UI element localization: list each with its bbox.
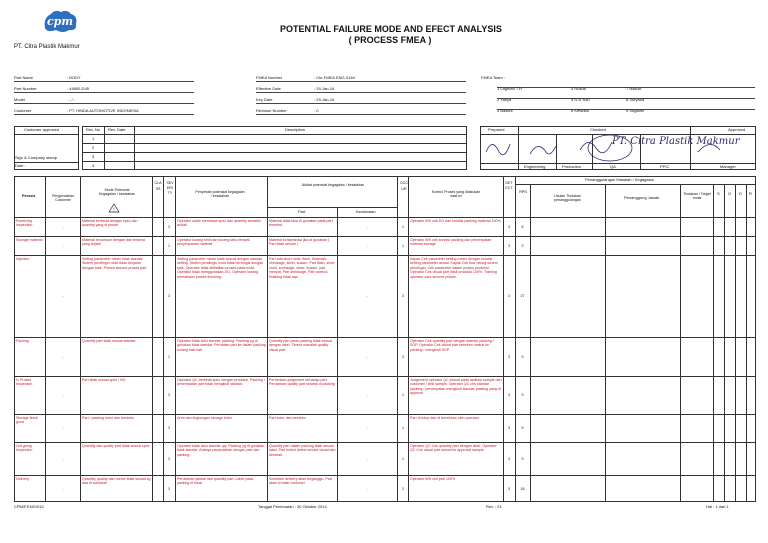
cell-sev: 1 [168,354,170,359]
rev-row: 3 [92,154,95,159]
col-usulan: Usulan Tindakan penanggulangan [554,194,581,203]
col-penanggulangan: Penanggulangan Masalah / Kegagalan [585,177,654,182]
cell-pengendalian: - [62,243,64,248]
cell-mode: Material tercampur dengan dan terkena yang terjadi [82,238,145,247]
cell-occ: 3 [402,294,404,298]
cell-occ: 1 [402,426,404,430]
cell-sev: 3 [168,294,170,298]
cell-akibat-part: Part ada short mold, flash, flowmark, shrinkage, silver, kusam. Part flash, short mold, shrinkage, silver, kusam, part menyat. Part shrinkage. Part overcut, finishing tidak rapi. [269,257,335,279]
cell-mode: Material berbeda dengan spec dan quantity yang di pesan [82,219,138,228]
col-penyebab: Penyebab potensial kegagalan / kesalahan [195,190,245,199]
col-penanggung: Penanggung Jawab [624,195,660,200]
role-ppic: PPIC [660,164,670,169]
role-qa: QA [610,164,616,169]
cell-proses: Packing [16,339,29,343]
col-result-s: S [717,191,720,196]
company-name: PT. Citra Plastik Makmur [14,44,80,50]
col-kontrol: Kontrol Proses yang dilakukan saat ini [431,190,481,199]
warning-triangle-icon [108,203,120,213]
col-mode: Mode Potensial Kegagalan / kesalahan [98,188,136,197]
cell-akibat-part: Quantity part pada packing tidak sesuai dengan label. Timbul masalah quality visual part. [269,339,332,352]
footer-page: Hal : 1 dari 1 [706,504,729,509]
cell-pengendalian: - [62,354,64,359]
cell-proses: Storage material [16,238,43,242]
cell-akibat-part: Perbedaan judgement terhadap part. Perubahan quality part selama di packing [269,378,335,387]
company-logo [41,8,79,34]
row-divider [14,236,756,237]
cell-det: 3 [508,243,510,248]
cell-kontrol: Operator Cek quantity part dengan standar packing / SOP. Operator Cek visual part sebelum masuk ke packing / mengikuti SOP. [410,339,494,352]
cell-kendaraan: - [366,426,368,430]
cell-proses: Receiving Inspection [16,219,33,228]
col-proses: Proses [22,193,36,198]
cell-sev: 1 [168,243,170,248]
cell-penyebab: Setting parameter mesin tidak sesuai dengan standar setting. Sistem pendingin mold tidak berfungsi dengan baik. Operator tidak dilibatkan proses pada mold. Operator tidak menggunakan JIG. Operator kurang memahami proses finishing. [177,257,264,279]
cell-pengendalian: - [62,426,64,430]
cell-penyebab: Operator tidak tahu standar qty. Packing yg di gunakan tidak standar. Adanya perpindahan dengan part dan packing. [177,444,265,457]
footer-doc-code: CPM/F.ENG/013 [14,504,44,509]
cell-penyebab: Area dan lingkungan storage kotor [177,416,232,420]
cell-akibat-part: Material tidak bisa di gunakan pada part tersebut. [269,219,333,228]
cell-pengendalian: - [62,486,64,491]
row-divider [14,337,756,338]
cell-kendaraan: - [366,294,368,298]
rev-row: 4 [92,163,95,168]
role-manager: Manager [720,164,736,169]
cell-pengendalian: - [62,393,64,397]
cell-penyebab: Operator kurang teliti dan kurang tahu tempat penyimpanan material [177,238,250,247]
row-divider [14,475,756,476]
cell-occ: 1 [402,224,404,229]
cell-sev: 3 [168,456,170,461]
cell-det: 3 [508,294,510,298]
cell-rpn: 9 [521,393,524,397]
cell-akibat-part: Schedule delivery akan terganggu. Part akan di tolak customer [269,477,332,486]
cell-occ: 1 [402,243,404,248]
cell-proses: Out going Inspection [16,444,33,453]
col-class: CLASS [154,181,162,191]
col-detect: DETECT [505,181,513,191]
cell-proses: Storage finish good [16,416,38,425]
cell-sev: 3 [168,486,170,491]
cell-occ: 1 [402,456,404,461]
row-divider [14,414,756,415]
logo-text: cpm [46,15,74,28]
col-pengendalian: Pengendalian Customer [52,194,74,203]
cell-kontrol: Part di tutup dan di bersihkan oleh operator. [410,416,480,420]
document-title: POTENTIAL FAILURE MODE AND EFECT ANALYSIS ( PROCESS FMEA ) [280,24,502,45]
prepared-label: Prepared [488,127,505,132]
cell-det: 3 [508,393,510,397]
cell-occ: 2 [402,486,404,491]
cell-rpn: 9 [521,426,524,430]
checked-label: Checked [590,127,606,132]
cell-penyebab: Operator QC berbeda spec dengan produksi. Packing / penempatan part tidak mengikuti standar. [177,378,265,387]
cell-rpn: 9 [521,354,524,359]
cell-kendaraan: - [366,486,368,491]
role-engineering: Engineering [524,164,546,169]
cell-rpn: 18 [520,486,525,491]
col-rpn: RPN [519,190,527,194]
big-signature: PT. Citra Plastik Makmur [612,136,740,147]
cell-mode: Quantity dan quality part tidak sesuai spec [82,444,150,448]
col-akibat-kendaraan: Kendaraan [356,209,376,214]
approved-label: Approved [728,127,746,132]
cell-kontrol: Judgement operator QC sesuai pada aplikasi sample dari customer / limit sample. Operator QC cek standar packing / penempatan mengikuti standar packing yang di approve. [410,378,502,396]
cell-penyebab: Perubahan jadwal dan quantity part. Label pada packing di tukar. [177,477,254,486]
cell-mode: Part / packing kotor dan berdebu [82,416,135,420]
footer-rev: Rev. : 01 [486,504,502,509]
cell-penyebab: Operator tidak tahu standar packing. Packing yg di gunakan tidak standar. Perhatian part ke dalam packing kurang hati-hati. [177,339,266,352]
row-divider [14,376,756,377]
col-akibat-part: Part [298,209,306,214]
cell-sev: 3 [168,224,170,229]
col-result-o: O [728,191,732,196]
cell-proses: In Proses Inspection [16,378,33,387]
col-tindakan: Tindakan / Target mulai [683,192,711,201]
cell-occ: 3 [402,354,404,359]
role-production: Production [562,164,582,169]
cell-occ: 1 [402,393,404,397]
date-label: Date : [15,163,26,168]
cell-akibat-part: Quantity part dalam packing tidak sesuai label. Part timbul defect secara visual dan berubah. [269,444,336,457]
cell-det: 3 [508,224,510,229]
cell-proses: Injection [16,257,30,261]
cell-kendaraan: - [366,393,368,397]
sign-stamp-label: Sign & Company stamp [15,155,58,160]
col-result-r: R [749,191,752,196]
cell-penyebab: Operator salah membaca spec dan quantity sewaktu actual. [177,219,261,228]
cell-akibat-part: Part kotor dan berdebu [269,416,306,420]
cell-kontrol: Operator WH cek DO dan kondisi packing material 100% [410,219,501,223]
cell-kendaraan: - [366,224,368,229]
rev-desc-header: Description [285,127,306,132]
cell-kendaraan: - [366,354,368,359]
cell-pengendalian: - [62,456,64,461]
cell-rpn: 3 [521,243,524,248]
cell-kontrol: Operator WH cek kondisi packing dan penempatan material storage. [410,238,492,247]
cell-kendaraan: - [366,456,368,461]
cell-kontrol: Operator WH cek part 100% [410,477,456,481]
rev-no-header: Rev. No [86,127,101,132]
col-akibat: Akibat potensial kegagalan / kesalahan [301,183,365,187]
cell-rpn: 6 [521,224,524,229]
cell-kontrol: Kapak Cek parameter setting mesin dengan kondisi setting parameter actual. Kapak Cek flow hitung sistem pendingin. Cek parameter dalam proses produksi. Operator Cek visual part hasil produksi 100%. Training operator cara second proses. [410,257,498,279]
cell-pengendalian: - [62,294,64,298]
cell-akibat-part: Material kontaminasi jika di gunakan ( Part tidak sesuai ) [269,238,330,247]
cell-kontrol: Operator QC Cek quantity part dengan label. Operator QC Cek visual part sesuai ke approval sample. [410,444,497,453]
cell-det: 3 [508,456,510,461]
col-severity: SEVERITY [166,181,174,196]
row-divider [14,255,756,256]
cell-mode: Setting parameter mesin tidak standar. Sistem pendingin mold tidak berjalan dengan baik. Proses second proses part. [82,257,148,270]
svg-text:!: ! [113,207,115,213]
cell-det: 3 [508,426,510,430]
cell-rpn: 27 [520,294,525,298]
cell-mode: Part tidak sesuai spec / NG [82,378,126,382]
footer-date: Tanggal Pembuatan : 30 Oktober 2014 [258,504,327,509]
cell-det: 3 [508,486,510,491]
rev-date-header: Rev. Date [108,127,126,132]
cell-mode: Quantity, quality dan nomor tidak sesuai sg ada di schedule [82,477,151,486]
cell-pengendalian: - [62,224,64,229]
customer-approved-label: Customer approved [24,127,60,132]
cell-mode: Quantity part tidak sesuai standar [82,339,136,343]
rev-row: 2 [92,145,95,150]
cell-rpn: 9 [521,456,524,461]
revision-table [82,126,467,170]
row-divider [14,442,756,443]
col-occur: OCCUR [400,181,408,191]
rev-row: 1 [92,136,95,141]
col-result-d: D [739,191,742,196]
cell-proses: Delivery [16,477,29,481]
cell-sev: 3 [168,426,170,430]
cell-sev: 3 [168,393,170,397]
cell-det: 3 [508,354,510,359]
cell-kendaraan: - [366,243,368,248]
